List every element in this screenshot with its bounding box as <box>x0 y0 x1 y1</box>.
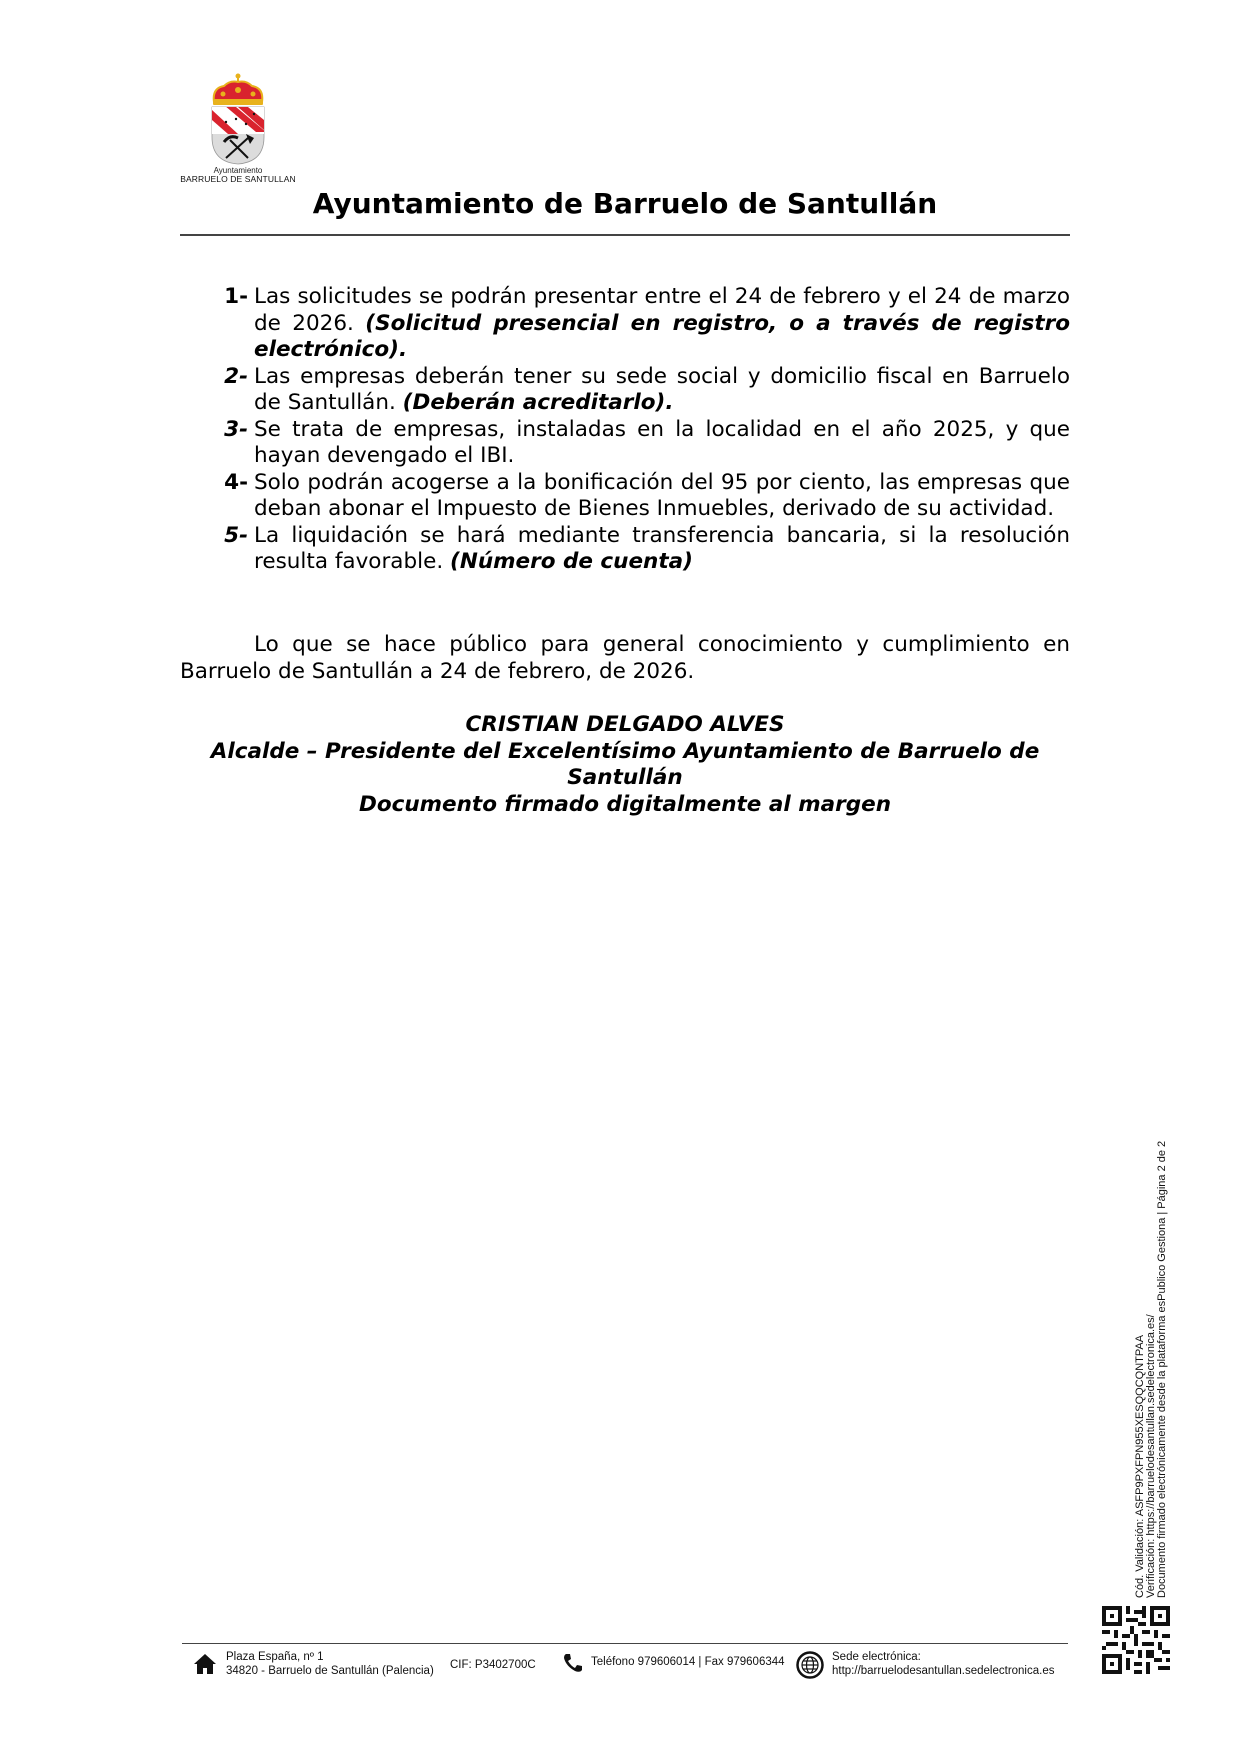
item-bold-note: (Deberán acreditarlo). <box>402 390 674 415</box>
signer-role: Alcalde – Presidente del Excelentísimo Ayuntamiento de Barruelo de Santullán <box>210 738 1040 790</box>
address-line-2: 34820 - Barruelo de Santullán (Palencia) <box>226 1665 434 1677</box>
list-item <box>180 284 1070 364</box>
item-bold-note: (Solicitud presencial en registro, o a través de registro electrónico). <box>254 310 1071 362</box>
item-number: 4- <box>224 469 248 495</box>
closing-paragraph: Lo que se hace público para general conocimiento y cumplimiento en Barruelo de Santullán a 24 de febrero, de 2026. <box>180 632 1070 684</box>
phone-fax-text: Teléfono 979606014 | Fax 979606344 <box>591 1656 785 1668</box>
crest-caption-main: BARRUELO DE SANTULLAN <box>180 174 296 184</box>
footer-address <box>194 1650 434 1678</box>
qr-code <box>1102 1606 1170 1674</box>
page-title: Ayuntamiento de Barruelo de Santullán <box>312 187 938 220</box>
item-bold-note: (Número de cuenta) <box>450 549 693 574</box>
signature-block <box>180 712 1070 818</box>
item-number: 3- <box>224 416 248 442</box>
sede-url[interactable]: http://barruelodesantullan.sedelectronica.es <box>832 1665 1055 1677</box>
item-text: La liquidación se hará mediante transferencia bancaria, si la resolución resulta favorable. <box>254 522 1070 574</box>
signed-platform-note: Documento firmado electrónicamente desde la plataforma esPublico Gestiona | Página 2 de 2 <box>1156 1140 1168 1598</box>
municipal-crest-logo <box>178 72 298 192</box>
list-item <box>180 364 1070 417</box>
signature-note: Documento firmado digitalmente al margen <box>358 791 892 817</box>
item-text: Las solicitudes se podrán presentar entre el 24 de febrero y el 24 de marzo de 2026. <box>254 284 1070 336</box>
phone-icon <box>563 1653 583 1673</box>
list-item <box>180 417 1070 470</box>
signer-name: CRISTIAN DELGADO ALVES <box>465 712 785 737</box>
coat-of-arms-icon <box>208 72 268 166</box>
item-number: 1- <box>224 284 248 309</box>
list-item <box>180 523 1070 576</box>
item-text: Solo podrán acogerse a la bonificación del 95 por ciento, las empresas que deban abonar el Impuesto de Bienes Inmuebles, derivado de su actividad. <box>254 469 1070 521</box>
item-number: 2- <box>224 363 248 389</box>
globe-icon <box>796 1651 824 1679</box>
list-item <box>180 470 1070 523</box>
footer-sede <box>796 1650 1054 1678</box>
item-text: Se trata de empresas, instaladas en la localidad en el año 2025, y que hayan devengado el IBI. <box>254 416 1070 468</box>
item-text: Las empresas deberán tener su sede social y domicilio fiscal en Barruelo de Santullán. <box>254 363 1070 415</box>
crest-caption-small: Ayuntamiento <box>213 166 263 175</box>
conditions-list <box>180 284 1070 576</box>
footer-cif: CIF: P3402700C <box>450 1659 536 1671</box>
sede-label: Sede electrónica: <box>832 1651 921 1663</box>
home-icon <box>194 1653 216 1675</box>
address-line-1: Plaza España, nº 1 <box>226 1651 324 1663</box>
header-divider <box>180 234 1070 236</box>
footer-phone <box>563 1655 785 1669</box>
item-number: 5- <box>224 522 248 548</box>
footer-divider <box>182 1643 1068 1644</box>
validation-code: Cód. Validación: ASFP9PXFPN955XESQQCQNTPAA <box>1134 1334 1146 1598</box>
verification-url[interactable]: Verificación: https://barruelodesantullan.sedelectronica.es/ <box>1145 1314 1157 1598</box>
